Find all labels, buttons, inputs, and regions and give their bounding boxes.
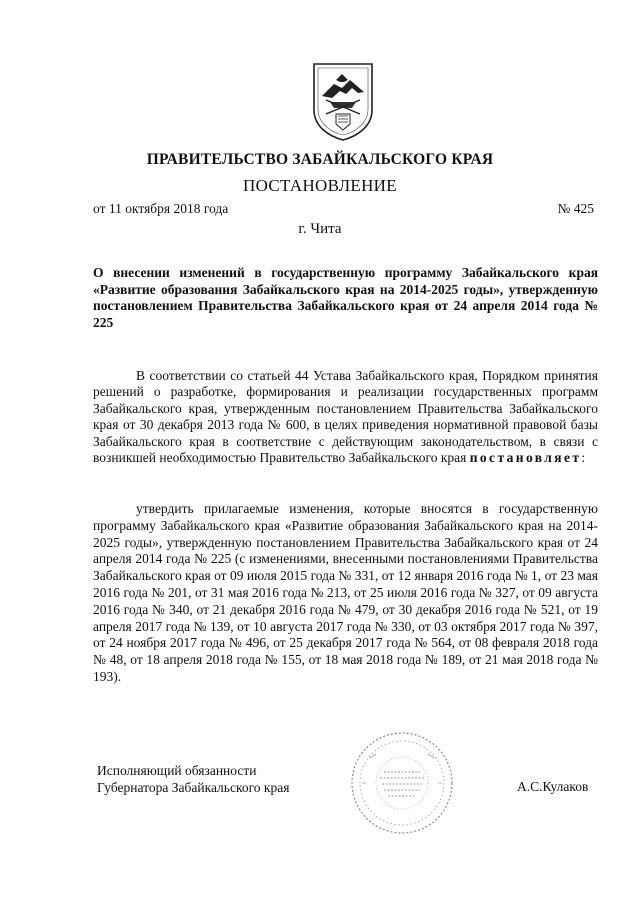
organization-name: ПРАВИТЕЛЬСТВО ЗАБАЙКАЛЬСКОГО КРАЯ bbox=[146, 151, 494, 168]
coat-of-arms-icon bbox=[306, 58, 380, 142]
preamble-emphasis: постановляет bbox=[469, 450, 582, 466]
document-number: № 425 bbox=[557, 201, 594, 216]
signatory-name: А.С.Кулаков bbox=[517, 779, 589, 794]
document-type: ПОСТАНОВЛЕНИЕ bbox=[243, 176, 397, 195]
official-seal-icon bbox=[340, 728, 464, 838]
resolution-paragraph: утвердить прилагаемые изменения, которые вносятся в государственную программу Забайкальского края «Развитие образования Забайкальского края на 2014-2025 годы», утвержденную постановлением Правительства Забайкальского края от 24 апреля 2014 года № 225 (с изменениями, внесенными постановлениями Правительства Забайкальского края от 09 июля 2015 года № 331, от 12 января 2016 года № 1, от 23 мая 2016 года № 201, от 31 мая 2016 года № 213, от 25 июля 2016 года № 327, от 09 августа 2016 года № 340, от 21 декабря 2016 года № 479, от 30 декабря 2016 года № 521, от 19 апреля 2017 года № 139, от 10 августа 2017 года № 330, от 03 октября 2017 года № 397, от 24 ноября 2017 года № 496, от 25 декабря 2017 года № 564, от 08 февраля 2018 года № 48, от 18 апреля 2018 года № 155, от 18 мая 2018 года № 189, от 21 мая 2018 года № 193). bbox=[93, 501, 598, 684]
signatory-position-line1: Исполняющий обязанности bbox=[97, 763, 257, 778]
document-date: от 11 октября 2018 года bbox=[93, 201, 229, 216]
document-title: О внесении изменений в государственную программу Забайкальского края «Развитие образования Забайкальского края на 2014-2025 годы», утвержденную постановлением Правительства Забайкальского края от 24 апреля 2014 года № 225 bbox=[93, 265, 598, 330]
preamble-text: В соответствии со статьей 44 Устава Забайкальского края, Порядком принятия решений о разработке, формирования и реализации государственных программ Забайкальского края, утвержденным постановлением Правительства Забайкальского края от 30 декабря 2013 года № 600, в целях приведения нормативной правовой базы Забайкальского края в соответствие с действующим законодательством, в связи с возникшей необходимостью Правительство Забайкальского края bbox=[93, 368, 598, 466]
preamble-paragraph bbox=[93, 368, 598, 466]
preamble-suffix: : bbox=[581, 450, 586, 466]
document-city: г. Чита bbox=[298, 221, 342, 237]
signatory-position bbox=[97, 762, 289, 796]
signatory-position-line2: Губернатора Забайкальского края bbox=[97, 780, 290, 795]
